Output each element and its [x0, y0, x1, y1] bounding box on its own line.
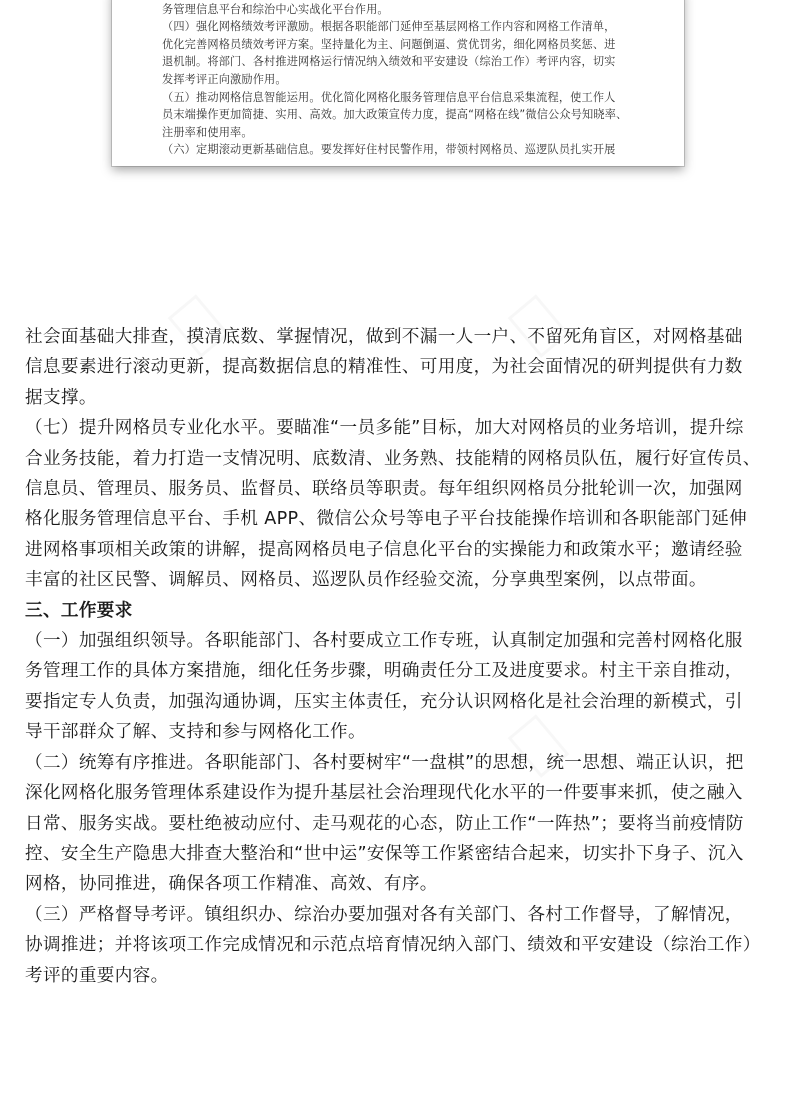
doc-line: 深化网格化服务管理体系建设作为提升基层社会治理现代化水平的一件要事来抓，使之融入 [25, 783, 743, 804]
doc-line: 网格，协同推进，确保各项工作精准、高效、有序。 [25, 874, 438, 895]
doc-line: （七）提升网格员专业化水平。要瞄准“一员多能”目标，加大对网格员的业务培训，提升综 [25, 418, 744, 439]
doc-line: 考评的重要内容。 [25, 965, 169, 986]
doc-line: （一）加强组织领导。各职能部门、各村要成立工作专班，认真制定加强和完善村网格化服 [25, 631, 743, 652]
doc-line: 合业务技能，着力打造一支情况明、底数清、业务熟、技能精的网格员队伍，履行好宣传员、 [25, 448, 761, 469]
preview-line: （四）强化网格绩效考评激励。根据各职能部门延伸至基层网格工作内容和网格工作清单， [162, 20, 616, 34]
preview-line: 注册率和使用率。 [162, 125, 253, 139]
doc-line: 协调推进；并将该项工作完成情况和示范点培育情况纳入部门、绩效和平安建设（综治工作） [25, 935, 761, 956]
document-body [25, 322, 785, 991]
doc-line: 信息要素进行滚动更新，提高数据信息的精准性、可用度，为社会面情况的研判提供有力数 [25, 357, 743, 378]
preview-line: 务管理信息平台和综治中心实战化平台作用。 [162, 2, 389, 16]
preview-line: （六）定期滚动更新基础信息。要发挥好住村民警作用，带领村网格员、巡逻队员扎实开展 [162, 143, 616, 157]
section-heading: 三、工作要求 [25, 600, 133, 621]
doc-line: （二）统筹有序推进。各职能部门、各村要树牢“一盘棋”的思想，统一思想、端正认识，把 [25, 752, 744, 773]
doc-line: 日常、服务实战。要杜绝被动应付、走马观花的心态，防止工作“一阵热”；要将当前疫情防 [25, 813, 744, 834]
preview-line: 员末端操作更加简捷、实用、高效。加大政策宣传力度，提高“网格在线”微信公众号知晓率、 [162, 108, 628, 122]
preview-line: （五）推动网格信息智能运用。优化简化网格化服务管理信息平台信息采集流程，使工作人 [162, 90, 616, 104]
doc-line: 信息员、管理员、服务员、监督员、联络员等职责。每年组织网格员分批轮训一次，加强网 [25, 479, 743, 500]
doc-line: 社会面基础大排查，摸清底数、掌握情况，做到不漏一人一户、不留死角盲区，对网格基础 [25, 327, 743, 347]
page-preview-card [112, 0, 684, 166]
preview-line: 退机制。将部门、各村推进网格运行情况纳入绩效和平安建设（综治工作）考评内容，切实 [162, 55, 616, 69]
doc-line: 据支撑。 [25, 387, 97, 408]
preview-line: 发挥考评正向激励作用。 [162, 72, 287, 86]
doc-line: 务管理工作的具体方案措施，细化任务步骤，明确责任分工及进度要求。村主干亲自推动， [25, 661, 743, 682]
doc-line: （三）严格督导考评。镇组织办、综治办要加强对各有关部门、各村工作督导，了解情况， [25, 904, 743, 925]
doc-line: 格化服务管理信息平台、手机 APP、微信公众号等电子平台技能操作培训和各职能部门延伸 [25, 509, 748, 530]
preview-line: 优化完善网格员绩效考评方案。坚持量化为主、问题倒逼、赏优罚劣，细化网格员奖惩、进 [162, 37, 616, 51]
doc-line: 控、安全生产隐患大排查大整治和“世中运”安保等工作紧密结合起来，切实扑下身子、沉入 [25, 843, 744, 864]
doc-line: 进网格事项相关政策的讲解，提高网格员电子信息化平台的实操能力和政策水平；邀请经验 [25, 539, 743, 560]
page-preview-text [162, 0, 646, 159]
doc-line: 导干部群众了解、支持和参与网格化工作。 [25, 722, 366, 743]
doc-line: 要指定专人负责，加强沟通协调，压实主体责任，充分认识网格化是社会治理的新模式，引 [25, 691, 743, 712]
doc-line: 丰富的社区民警、调解员、网格员、巡逻队员作经验交流，分享典型案例，以点带面。 [25, 570, 707, 591]
